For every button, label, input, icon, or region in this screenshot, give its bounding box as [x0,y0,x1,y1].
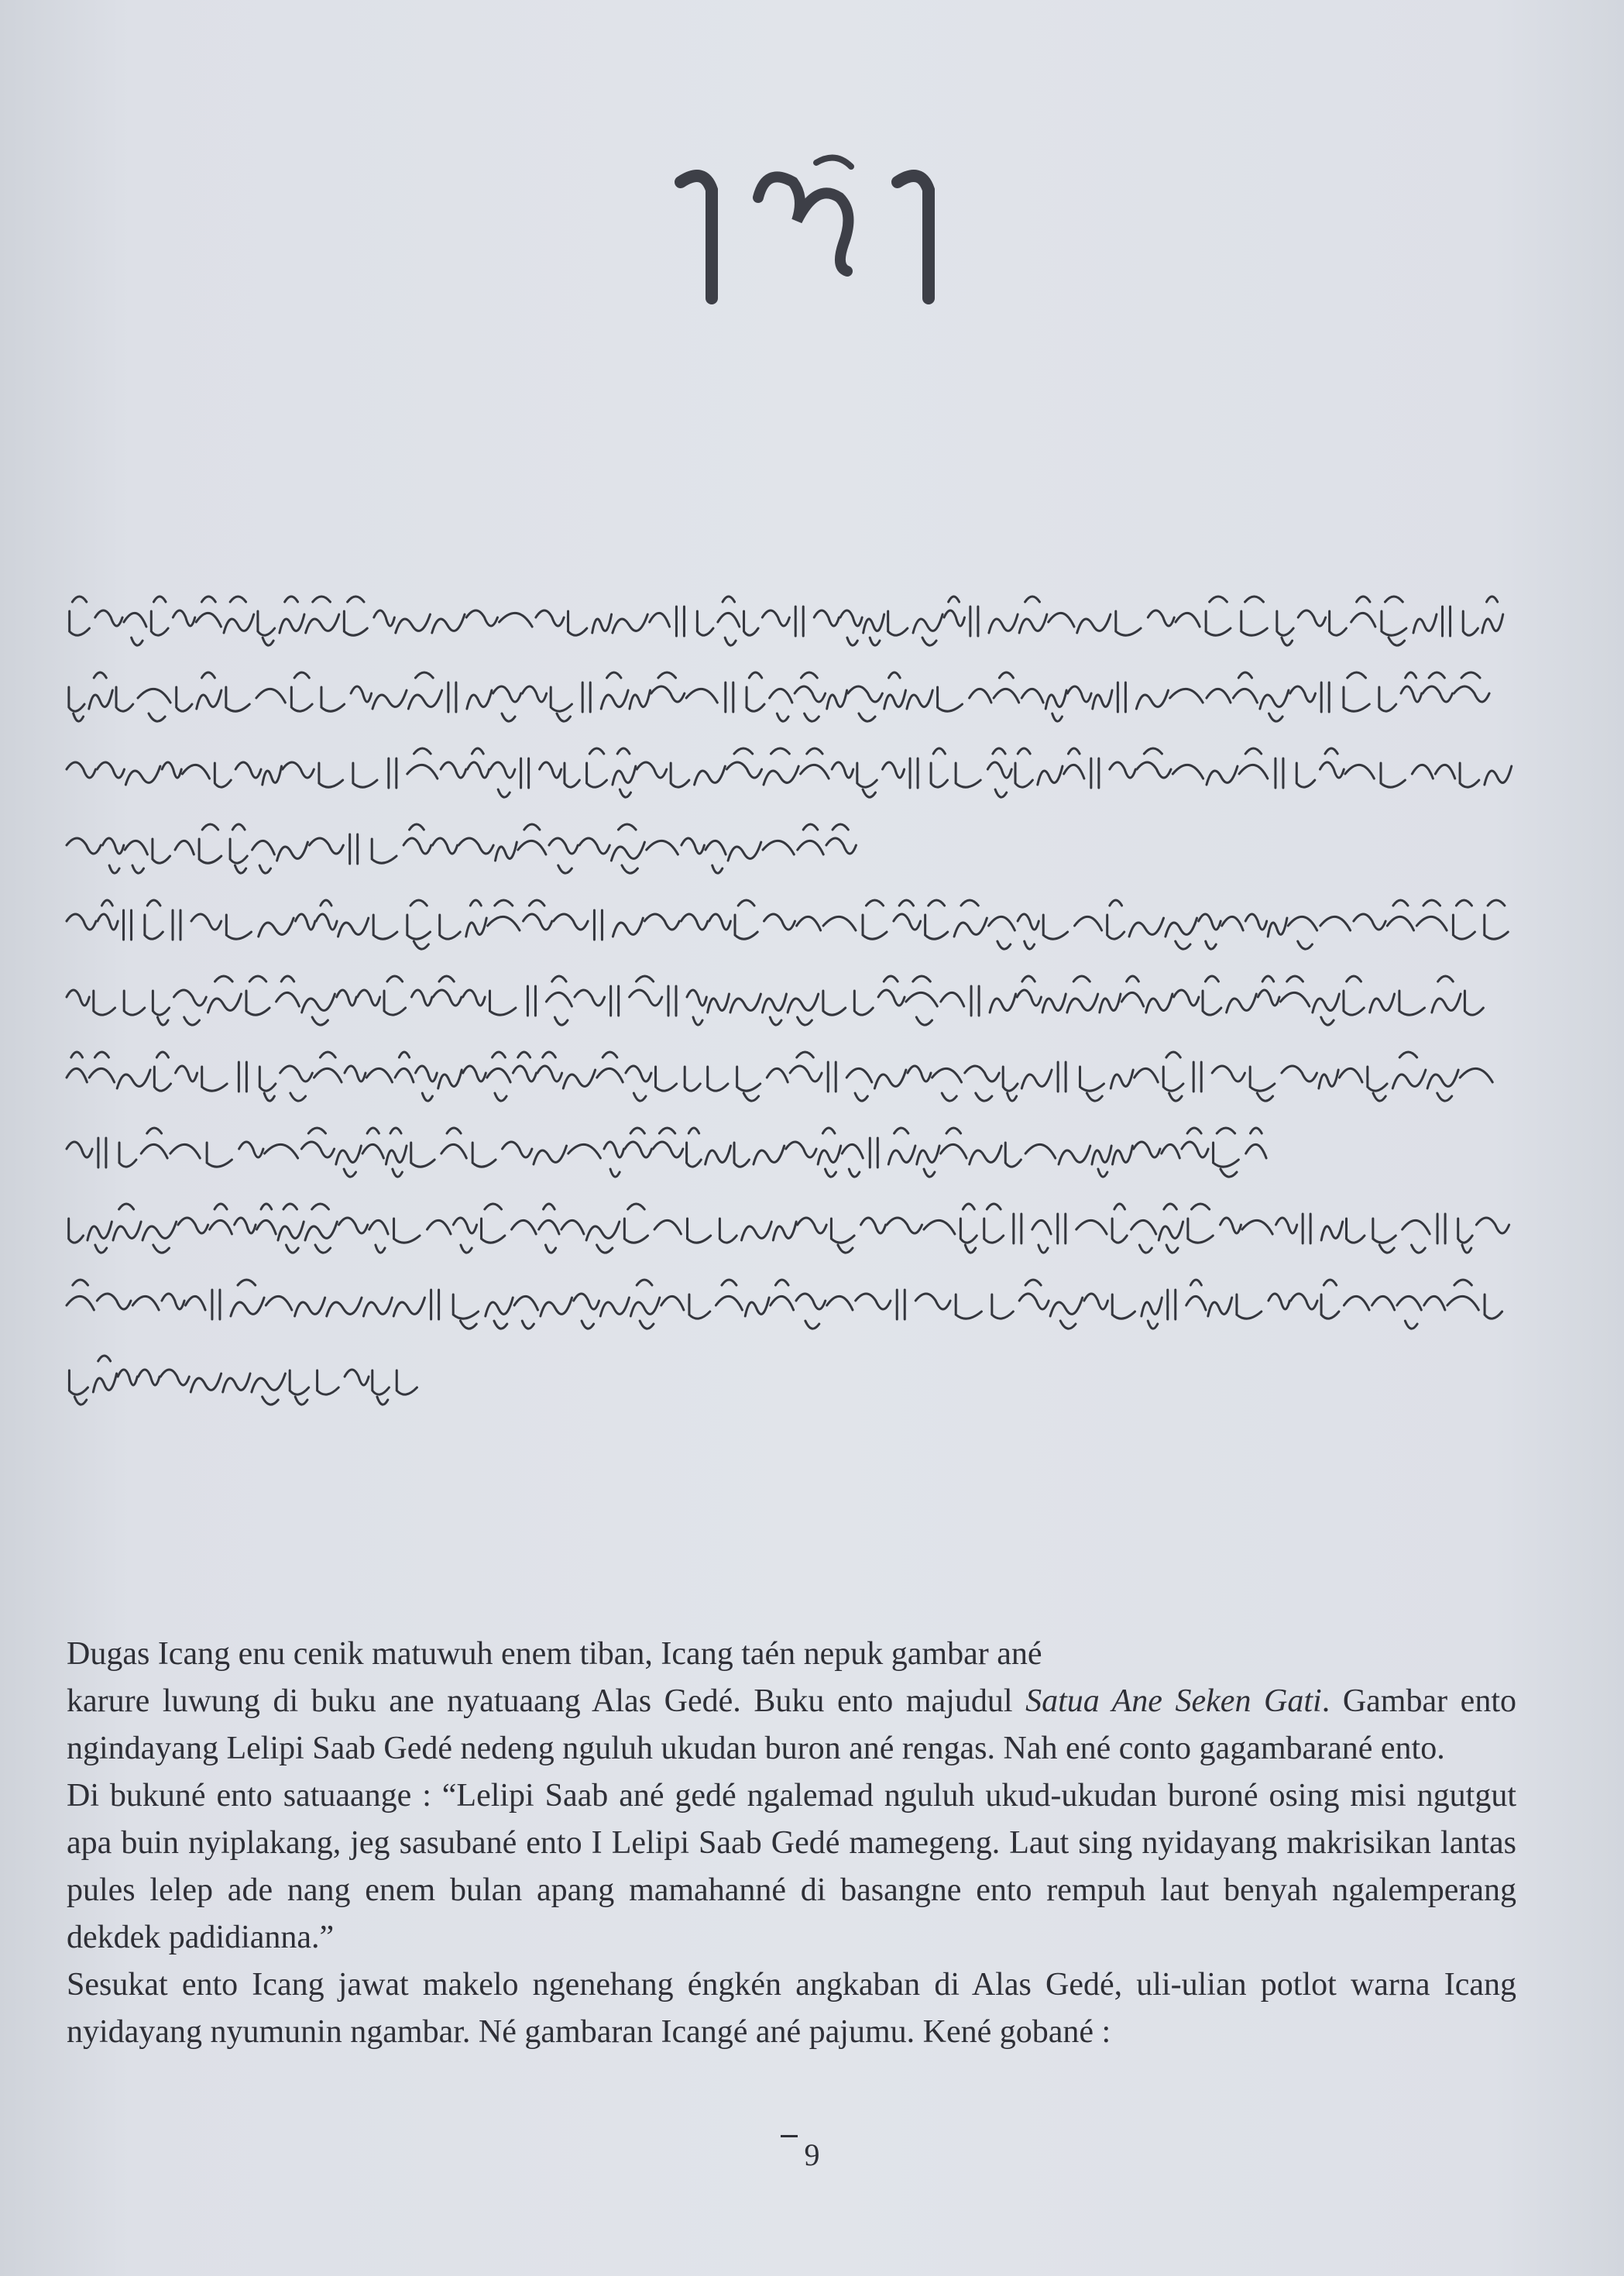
balinese-line [62,1040,1518,1116]
balinese-line [62,813,1518,889]
balinese-line [62,889,1518,964]
balinese-line [62,964,1518,1040]
book-title: Satua Ane Seken Gati [1025,1683,1322,1719]
balinese-script-icon [62,813,867,889]
balinese-line [62,1192,1518,1268]
balinese-glyph-stroke [69,672,1489,721]
balinese-script-icon [62,737,1518,813]
balinese-script-icon [62,1268,1518,1344]
balinese-numeral-icon [650,136,975,321]
balinese-line [62,1268,1518,1344]
balinese-script-icon [62,661,1518,737]
balinese-script-icon [62,1116,1278,1192]
balinese-glyph-stroke [67,824,856,873]
paragraph-1 [67,1631,1516,1772]
balinese-glyph-stroke [69,1356,417,1404]
balinese-line [62,585,1518,661]
balinese-glyph-stroke [67,748,1512,797]
balinese-glyph-stroke [69,1204,1509,1253]
paragraph-1-first-line: Dugas Icang enu cenik matuwuh enem tiban, Icang taén nepuk gambar ané [67,1636,1042,1672]
page-number: 9 [804,2137,820,2172]
balinese-script-icon [62,1344,434,1420]
balinese-glyph-stroke [67,1052,1492,1101]
paragraph-3: Sesukat ento Icang jawat makelo ngenehang éngkén angkaban di Alas Gedé, uli-ulian potlot warna Icang nyidayang nyumunin ngambar. Né gambaran Icangé ané pajumu. Kené gobané : [67,1967,1516,2050]
balinese-script-icon [62,1040,1518,1116]
balinese-glyph-stroke [67,1128,1266,1177]
balinese-glyph-stroke [67,1280,1502,1329]
balinese-script-block [62,585,1518,1420]
balinese-glyph-stroke [67,976,1483,1025]
balinese-script-icon [62,964,1518,1040]
paragraph-1-after-title: . Gambar ento ngindayang Lelipi Saab Gedé nedeng nguluh ukudan buron ané rengas. Nah ené conto gagambarané ento. [67,1683,1516,1766]
balinese-script-icon [62,585,1518,661]
balinese-line [62,737,1518,813]
latin-text-block [67,1631,1516,2056]
paragraph-2: Di bukuné ento satuaange : “Lelipi Saab ané gedé ngalemad nguluh ukud-ukudan buroné osing misi ngutgut apa buin nyiplakang, jeg sasubané ento I Lelipi Saab Gedé mamegeng. Laut sing nyidayang makrisikan lantas pules lelep ade nang enem bulan apang mamahanné di basangne ento rempuh laut benyah ngalemperang dekdek padidianna.” [67,1778,1516,1955]
balinese-script-icon [62,1192,1518,1268]
balinese-glyph-stroke [70,597,1503,645]
balinese-glyph-stroke [67,900,1508,949]
balinese-line [62,1344,1518,1420]
chapter-numeral [0,136,1624,321]
balinese-script-icon [62,889,1518,964]
paragraph-1-before-title: karure luwung di buku ane nyatuaang Alas Gedé. Buku ento majudul [67,1683,1026,1719]
balinese-line [62,661,1518,737]
balinese-line [62,1116,1518,1192]
